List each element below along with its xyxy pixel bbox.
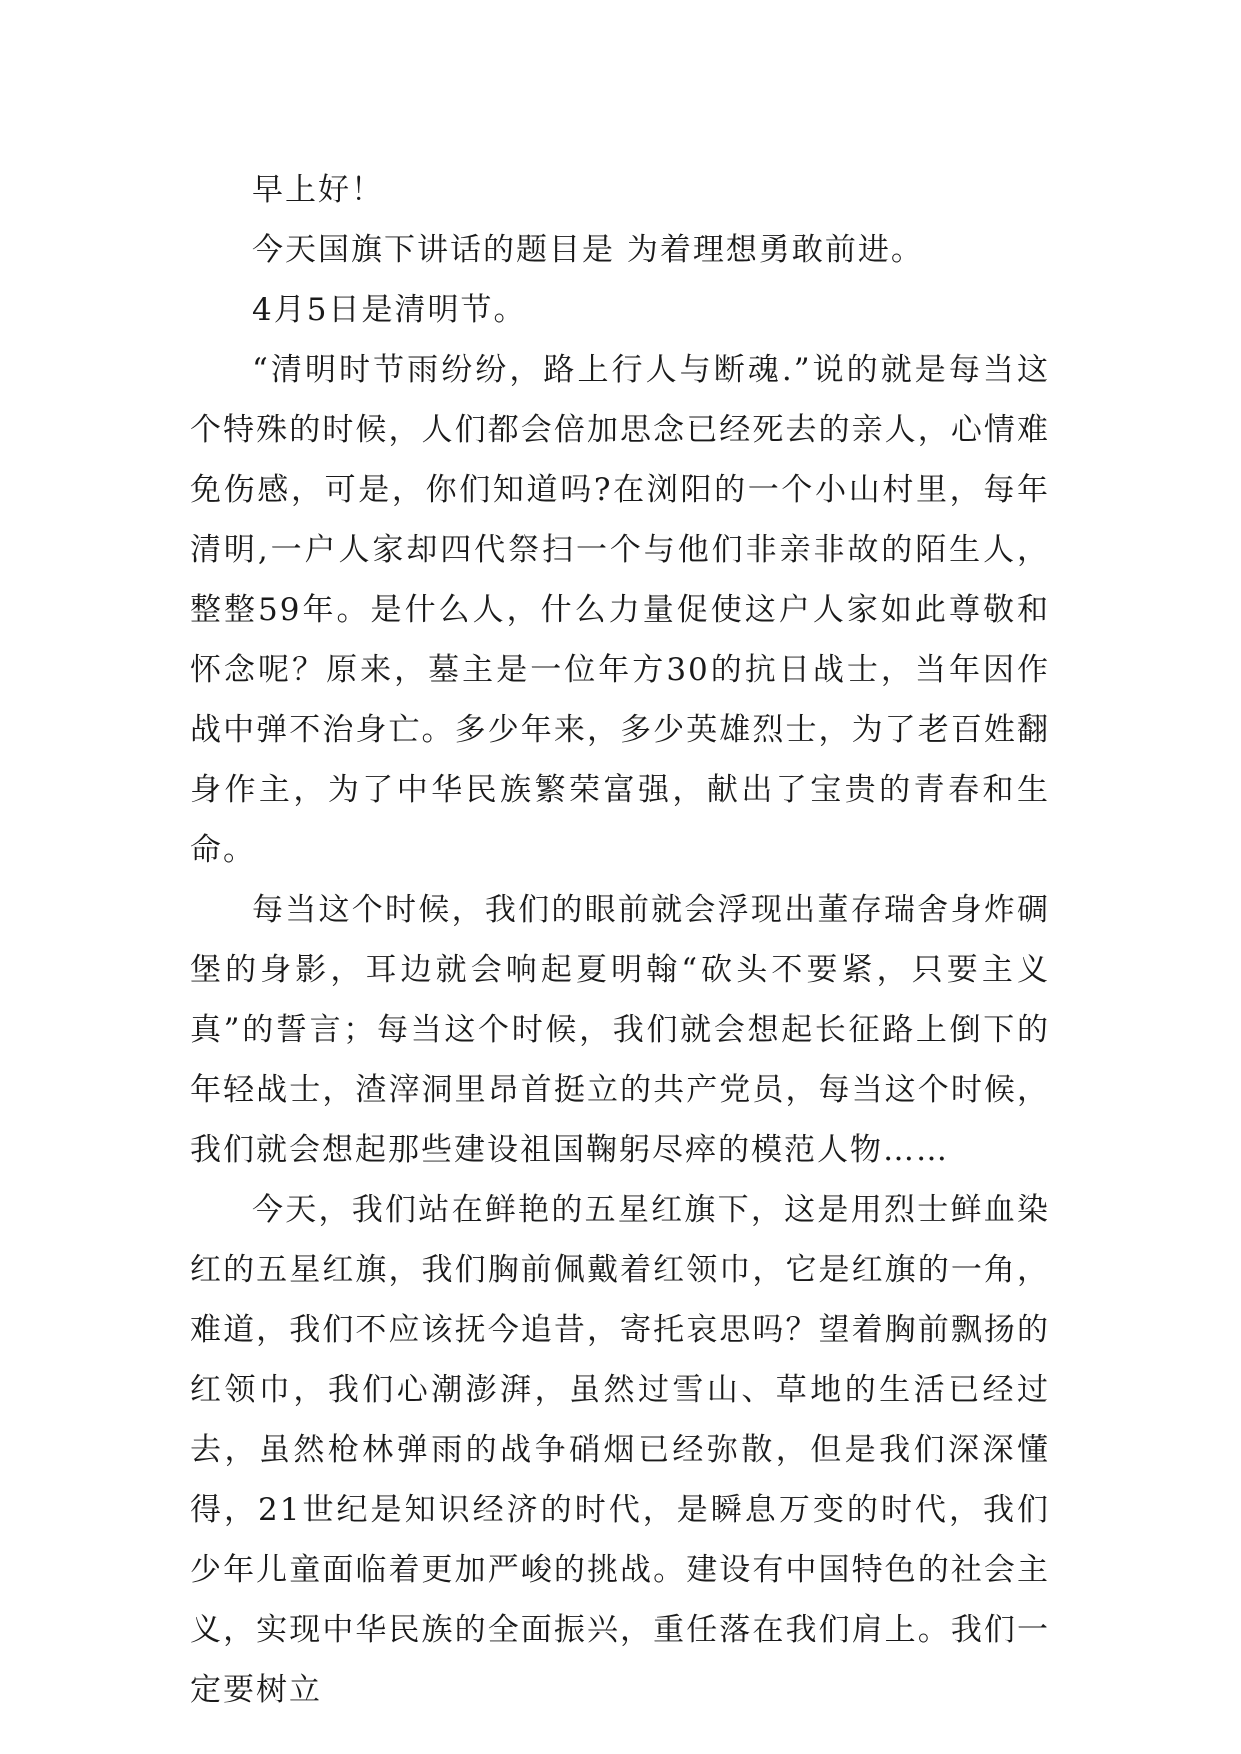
paragraph-date: 4月5日是清明节。 — [252, 292, 527, 328]
paragraph-heroes: 每当这个时候，我们的眼前就会浮现出董存瑞舍身炸碉堡的身影，耳边就会响起夏明翰“砍头不要紧，只要主义真”的誓言；每当这个时候，我们就会想起长征路上倒下的年轻战士，渣滓洞里昂首挺立的共产党员，每当这个时候，我们就会想起那些建设祖国鞠躬尽瘁的模范人物…… — [190, 892, 1050, 1168]
speech-body — [190, 160, 1050, 1720]
paragraph-qingming: “清明时节雨纷纷，路上行人与断魂.”说的就是每当这个特殊的时候，人们都会倍加思念已经死去的亲人，心情难免伤感，可是，你们知道吗?在浏阳的一个小山村里，每年清明,一户人家却四代祭扫一个与他们非亲非故的陌生人，整整59年。是什么人，什么力量促使这户人家如此尊敬和怀念呢？原来，墓主是一位年方30的抗日战士，当年因作战中弹不治身亡。多少年来，多少英雄烈士，为了老百姓翻身作主，为了中华民族繁荣富强，献出了宝贵的青春和生命。 — [190, 352, 1050, 868]
paragraph-topic: 今天国旗下讲话的题目是 为着理想勇敢前进。 — [252, 232, 924, 268]
paragraph-today: 今天，我们站在鲜艳的五星红旗下，这是用烈士鲜血染红的五星红旗，我们胸前佩戴着红领巾，它是红旗的一角，难道，我们不应该抚今追昔，寄托哀思吗？望着胸前飘扬的红领巾，我们心潮澎湃，虽然过雪山、草地的生活已经过去，虽然枪林弹雨的战争硝烟已经弥散，但是我们深深懂得，21世纪是知识经济的时代，是瞬息万变的时代，我们少年儿童面临着更加严峻的挑战。建设有中国特色的社会主义，实现中华民族的全面振兴，重任落在我们肩上。我们一定要树立 — [190, 1192, 1050, 1708]
paragraph-greeting: 早上好！ — [252, 172, 384, 208]
